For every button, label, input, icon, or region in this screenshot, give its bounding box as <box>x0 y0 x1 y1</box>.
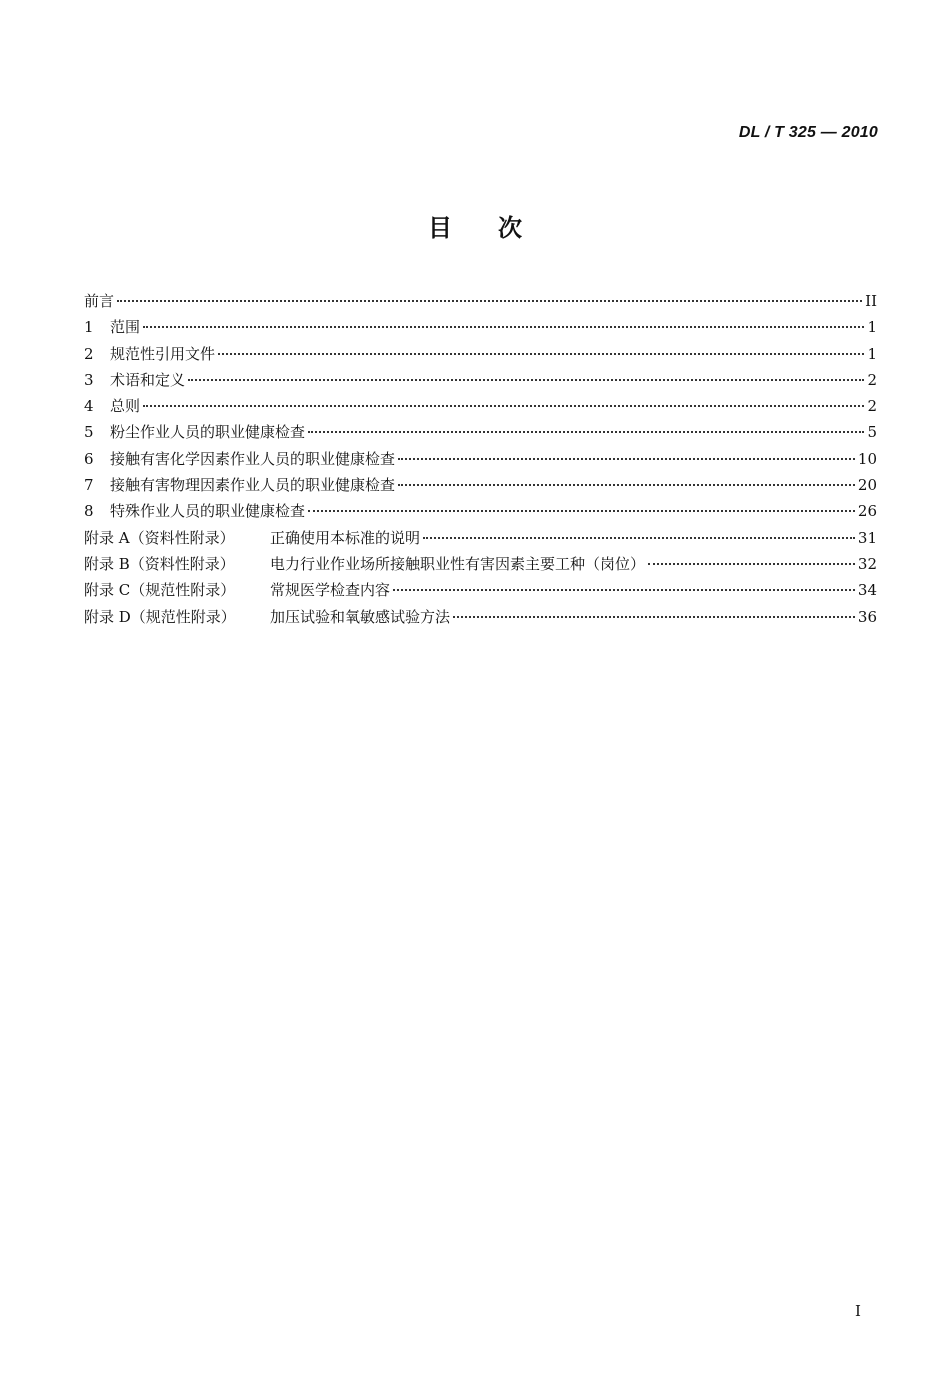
toc-entry-label: 范围 <box>110 318 141 337</box>
toc-entry-page: 31 <box>857 528 877 547</box>
toc-entry-label: 加压试验和氧敏感试验方法 <box>270 607 451 626</box>
dot-leader <box>648 563 855 565</box>
toc-entry-page: 1 <box>867 318 877 337</box>
toc-entry-number: 3 <box>84 370 94 389</box>
toc-entry-number: 1 <box>84 318 94 337</box>
toc-entry-number: 8 <box>84 502 94 521</box>
page-number: I <box>855 1302 861 1320</box>
toc-entry-page: 10 <box>857 449 877 468</box>
toc-appendix-entry[interactable] <box>84 579 877 605</box>
page-title-char-2: 次 <box>498 214 522 242</box>
dot-leader <box>398 458 855 460</box>
page-title-char-1: 目 <box>428 214 452 242</box>
toc-entry-label: 接触有害物理因素作业人员的职业健康检查 <box>110 476 396 495</box>
toc-entry[interactable] <box>84 290 877 316</box>
toc-entry-page: 2 <box>867 370 877 389</box>
toc-entry-page: 5 <box>867 423 877 442</box>
toc-entry-number: 2 <box>84 344 94 363</box>
dot-leader <box>308 431 864 433</box>
toc-entry[interactable] <box>84 343 877 369</box>
toc-entry-label: 特殊作业人员的职业健康检查 <box>110 502 306 521</box>
dot-leader <box>218 353 864 355</box>
toc-entry-number: 5 <box>84 423 94 442</box>
appendix-prefix: 附录 D（规范性附录） <box>84 607 236 626</box>
toc-entry-page: 20 <box>857 476 877 495</box>
toc-entry-number: 7 <box>84 476 94 495</box>
appendix-prefix: 附录 B（资料性附录） <box>84 554 235 573</box>
standard-code: DL / T 325 — 2010 <box>738 124 878 141</box>
toc-appendix-entry[interactable] <box>84 527 877 553</box>
toc-entry[interactable] <box>84 448 877 474</box>
toc-entry[interactable] <box>84 316 877 342</box>
toc-entry-label: 粉尘作业人员的职业健康检查 <box>110 423 306 442</box>
toc-appendix-entry[interactable] <box>84 553 877 579</box>
toc-entry-page: 1 <box>867 344 877 363</box>
toc-entry[interactable] <box>84 421 877 447</box>
toc-appendix-entry[interactable] <box>84 606 877 632</box>
table-of-contents <box>84 290 877 632</box>
toc-entry[interactable] <box>84 474 877 500</box>
toc-entry-page: 32 <box>857 554 877 573</box>
toc-entry-label: 电力行业作业场所接触职业性有害因素主要工种（岗位） <box>270 554 646 573</box>
toc-entry-label: 前言 <box>84 292 115 310</box>
toc-entry-label: 术语和定义 <box>110 370 186 389</box>
toc-entry-page: 34 <box>857 581 877 600</box>
dot-leader <box>393 589 855 591</box>
toc-entry-page: 36 <box>857 607 877 626</box>
toc-entry-label: 常规医学检查内容 <box>270 581 391 600</box>
page-title <box>0 208 950 243</box>
dot-leader <box>453 616 855 618</box>
toc-entry-page: 2 <box>867 397 877 416</box>
toc-entry[interactable] <box>84 395 877 421</box>
toc-entry-page: 26 <box>857 502 877 521</box>
toc-entry-label: 正确使用本标准的说明 <box>270 528 421 547</box>
dot-leader <box>398 484 855 486</box>
dot-leader <box>423 537 855 539</box>
toc-entry-number: 6 <box>84 449 94 468</box>
dot-leader <box>143 405 864 407</box>
dot-leader <box>308 510 855 512</box>
appendix-prefix: 附录 C（规范性附录） <box>84 581 236 600</box>
toc-entry[interactable] <box>84 369 877 395</box>
dot-leader <box>143 326 864 328</box>
toc-entry-number: 4 <box>84 397 94 416</box>
toc-entry-label: 总则 <box>110 397 141 416</box>
dot-leader <box>188 379 864 381</box>
toc-entry[interactable] <box>84 500 877 526</box>
appendix-prefix: 附录 A（资料性附录） <box>84 528 235 547</box>
toc-entry-label: 规范性引用文件 <box>110 344 216 363</box>
toc-entry-label: 接触有害化学因素作业人员的职业健康检查 <box>110 449 396 468</box>
dot-leader <box>117 300 862 302</box>
toc-entry-page: II <box>865 292 877 310</box>
